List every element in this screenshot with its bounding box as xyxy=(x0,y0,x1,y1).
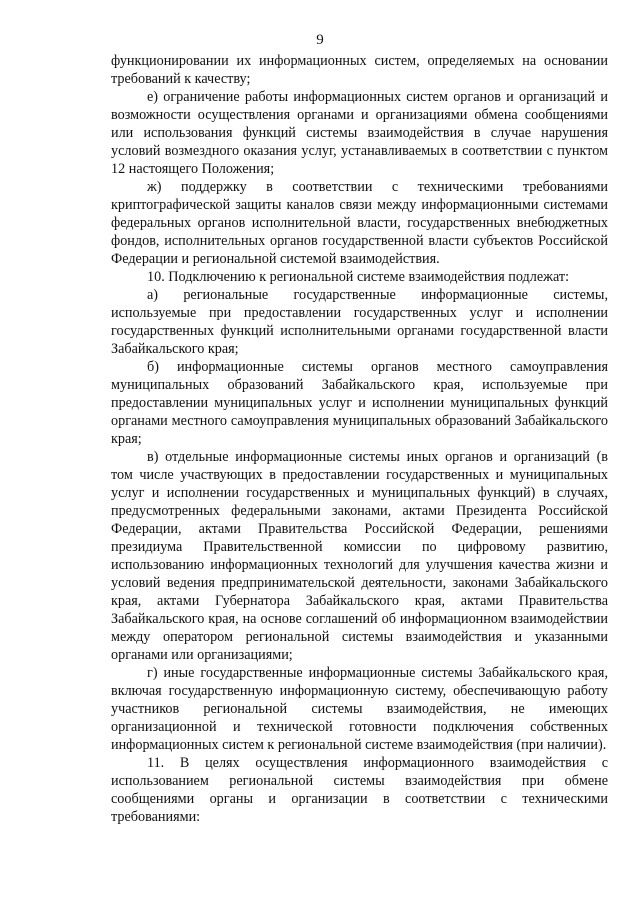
paragraph-item-g: г) иные государственные информационные системы Забайкальского края, включая государственную информационную систему, обеспечивающую работу участников региональной системы взаимодействия, не имеющих организационной и технической готовности подключения собственных информационных систем к региональной системе взаимодействия (при наличии). xyxy=(111,665,608,753)
paragraph-clause-10: 10. Подключению к региональной системе взаимодействия подлежат: xyxy=(147,269,570,285)
paragraph-clause-11: 11. В целях осуществления информационного взаимодействия с использованием региональной системы взаимодействия при обмене сообщениями органы и организации в соответствии с техническими требованиями: xyxy=(111,755,608,825)
document-body xyxy=(111,52,608,826)
paragraph-item-e: е) ограничение работы информационных систем органов и организаций и возможности осуществления органами и организациями обмена сообщениями или использования функций системы взаимодействия в случае нарушения условий возмездного оказания услуг, устанавливаемых в соответствии с пунктом 12 настоящего Положения; xyxy=(111,89,608,177)
paragraph-item-b: б) информационные системы органов местного самоуправления муниципальных образований Забайкальского края, используемые при предоставлении муниципальных услуг и исполнении муниципальных функций органами местного самоуправления муниципальных образований Забайкальского края; xyxy=(111,359,608,447)
paragraph-continuation: функционировании их информационных систем, определяемых на основании требований к качеству; xyxy=(111,53,608,87)
page-number: 9 xyxy=(316,32,324,48)
paragraph-item-v: в) отдельные информационные системы иных органов и организаций (в том числе участвующих в предоставлении государственных и муниципальных услуг и исполнении государственных и муниципальных функций) в случаях, предусмотренных федеральными законами, актами Президента Российской Федерации, актами Правительства Российской Федерации, решениями президиума Правительственной комиссии по цифровому развитию, использованию информационных технологий для улучшения качества жизни и условий ведения предпринимательской деятельности, законами Забайкальского края, актами Губернатора Забайкальского края, актами Правительства Забайкальского края, на основе соглашений об информационном взаимодействии между оператором региональной системы взаимодействия и указанными органами или организациями; xyxy=(111,449,608,663)
paragraph-item-zh: ж) поддержку в соответствии с техническими требованиями криптографической защиты каналов связи между информационными системами федеральных органов исполнительной власти, государственных внебюджетных фондов, исполнительных органов государственной власти субъектов Российской Федерации и региональной системой взаимодействия. xyxy=(111,179,608,267)
paragraph-item-a: а) региональные государственные информационные системы, используемые при предоставлении государственных услуг и исполнении государственных функций исполнительными органами государственной власти Забайкальского края; xyxy=(111,287,608,357)
